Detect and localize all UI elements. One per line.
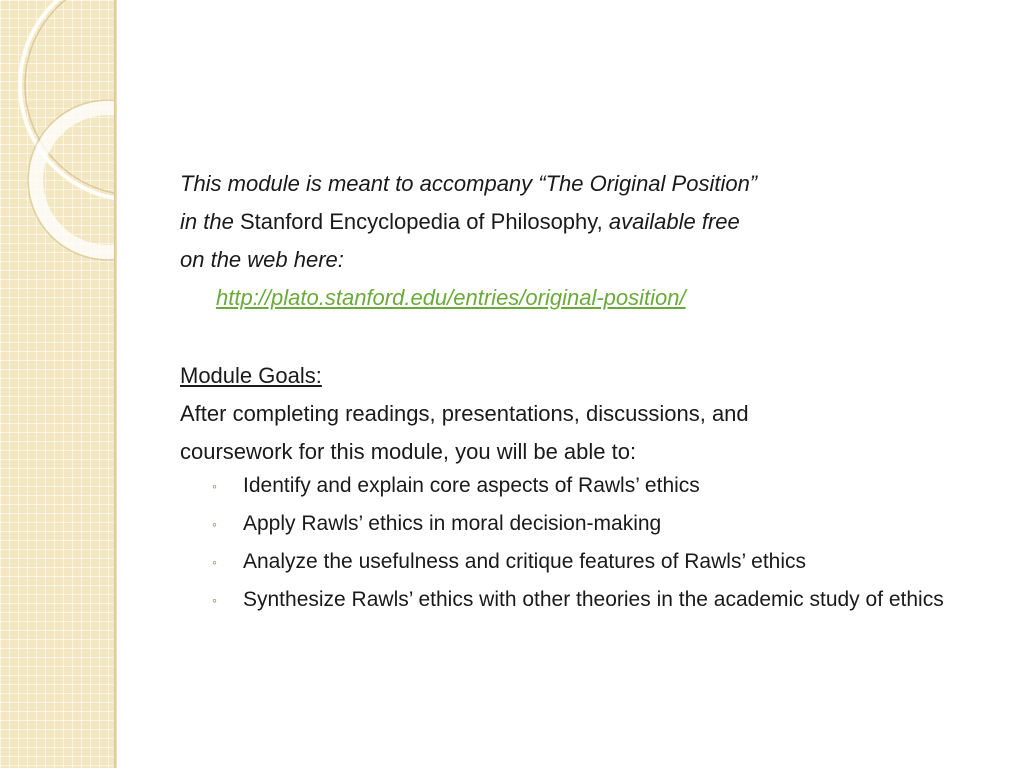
intro-line-2-prefix: in the [180,209,240,234]
intro-line-3: on the web here: [180,247,344,272]
link-row [180,279,1000,317]
deco-ring-small [36,108,114,252]
list-item [180,585,978,615]
decorative-circles [0,0,114,768]
sep-entry-link[interactable]: http://plato.stanford.edu/entries/original-position/ [216,285,686,310]
list-item [180,547,978,577]
spacer [180,317,1000,357]
list-item [180,509,978,539]
goals-lead-line-1: After completing readings, presentations, discussions, and [180,401,749,426]
goals-lead-line-2: coursework for this module, you will be able to: [180,439,637,464]
slide-content [180,165,1000,623]
hollow-circle-icon: ◦ [212,516,217,532]
goal-text: Identify and explain core aspects of Rawls’ ethics [243,474,700,497]
goal-text: Synthesize Rawls’ ethics with other theories in the academic study of ethics [243,588,944,611]
goal-text: Apply Rawls’ ethics in moral decision-making [243,512,662,535]
side-band-edge [114,0,117,768]
list-item [180,471,978,501]
encyclopedia-title: Stanford Encyclopedia of Philosophy, [239,209,603,234]
hollow-circle-icon: ◦ [212,554,217,570]
goal-text: Analyze the usefulness and critique features of Rawls’ ethics [243,550,807,573]
intro-line-2 [180,203,1000,241]
hollow-circle-icon: ◦ [212,478,217,494]
goals-list [180,471,1000,615]
module-goals-heading: Module Goals: [180,363,322,388]
intro-line-1: This module is meant to accompany “The Original Position” [180,171,758,196]
decorative-side-band [0,0,114,768]
intro-line-2-suffix: available free [602,209,740,234]
hollow-circle-icon: ◦ [212,592,217,608]
